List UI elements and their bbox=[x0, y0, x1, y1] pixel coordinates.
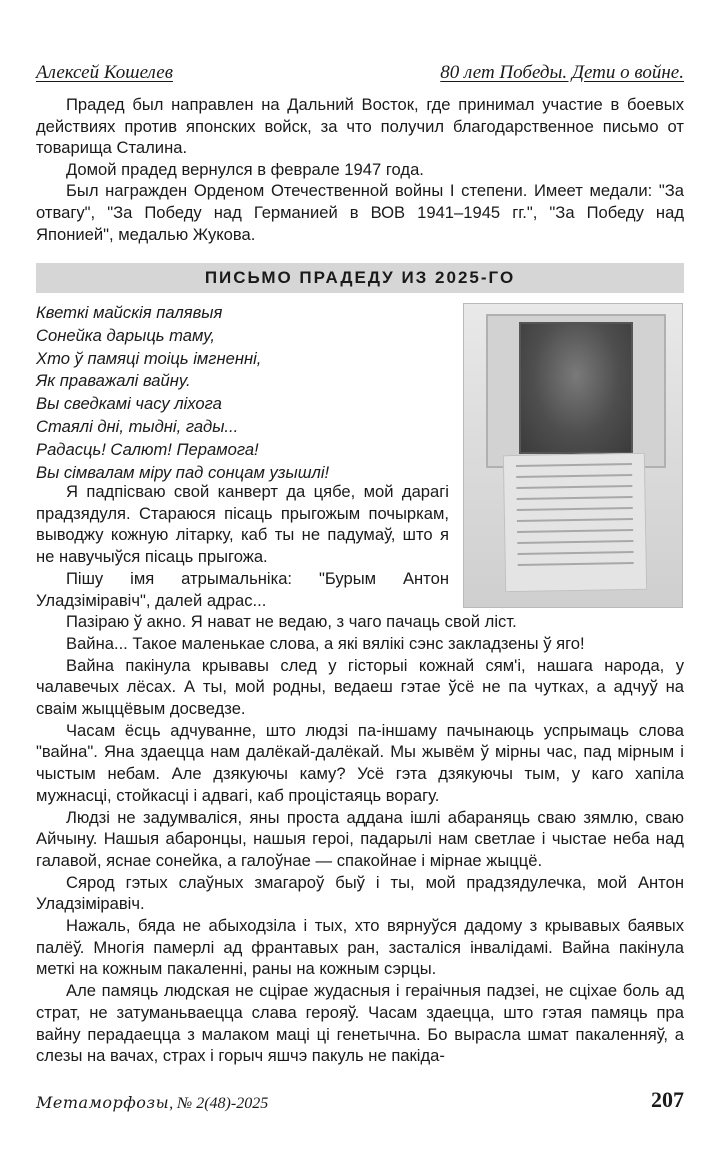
poem bbox=[36, 302, 456, 484]
header-series-title: 80 лет Победы. Дети о войне. bbox=[440, 62, 684, 83]
running-header bbox=[36, 62, 684, 84]
paragraph: Пішу імя атрымальніка: "Бурым Антон Уладзіміравіч", далей адрас... bbox=[36, 568, 449, 610]
poem-line: Як праважалі вайну. bbox=[36, 371, 191, 391]
paragraph: Нажаль, бяда не абыходзіла і тых, хто вярнуўся дадому з крывавых баявых палёў. Многія памерлі ад франтавых ран, засталіся інвалідамі. Вайна пакінула меткі на кожным пакаленні, раны на кожным сэрцы. bbox=[36, 916, 684, 979]
poem-line: Вы сведкамі часу ліхога bbox=[36, 394, 222, 414]
poem-line: Радасць! Салют! Перамога! bbox=[36, 439, 259, 459]
poem-line: Хто ў памяці тоіць імгненні, bbox=[36, 348, 262, 368]
paragraph: Вайна пакінула крывавы след у гісторыі кожнай сям'і, нашага народа, у чалавечых лёсах. А ты, мой родны, ведаеш гэтае ўсё не па чутках, а адчуў на сваім жыццёвым досведзе. bbox=[36, 655, 684, 719]
paragraph: Прадед был направлен на Дальний Восток, где принимал участие в боевых действиях против японских войск, за что получил благодарственное письмо от товарища Сталина. bbox=[36, 95, 684, 158]
page-footer bbox=[36, 1089, 684, 1113]
page-number: 207 bbox=[651, 1087, 684, 1112]
issue-number: , № 2(48)-2025 bbox=[169, 1095, 269, 1112]
section-title: ПИСЬМО ПРАДЕДУ ИЗ 2025-ГО bbox=[36, 263, 684, 293]
paragraph: Домой прадед вернулся в феврале 1947 года. bbox=[66, 159, 424, 179]
paragraph: Был награжден Орденом Отечественной войны I степени. Имеет медали: "За отвагу", "За Победу над Германией в ВОВ 1941–1945 гг.", "За Победу над Японией", медалью Жукова. bbox=[36, 181, 684, 244]
poem-line: Стаялі дні, тыдні, гады... bbox=[36, 416, 239, 436]
paragraph: Вайна... Такое маленькае слова, а які вялікі сэнс закладзены ў яго! bbox=[66, 633, 585, 653]
paragraph: Сярод гэтых слаўных змагароў быў і ты, мой прадзядулечка, мой Антон Уладзіміравіч. bbox=[36, 872, 684, 914]
paragraph: Людзі не задумваліся, яны проста аддана ішлі абараняць сваю зямлю, сваю Айчыну. Нашыя абаронцы, нашыя героі, падарылі нам светлае і чыстае неба над галавой, яснае сонейка, а галоўнае — спакойнае і мірнае жыццё. bbox=[36, 807, 684, 870]
journal-name: Метаморфозы bbox=[36, 1093, 170, 1112]
paragraph: Часам ёсць адчуванне, што людзі па-іншаму пачынаюць успрымаць слова "вайна". Яна здаецца нам далёкай-далёкай. Мы жывём ў мірны час, пад мірным і чыстым небам. Але дзякуючы каму? Усё гэта дзякуючы тым, у каго хапіла мужнасці, стойкасці і адвагі, каб процістаяць ворагу. bbox=[36, 720, 684, 805]
journal-info bbox=[36, 1093, 268, 1113]
stalin-portrait-image bbox=[519, 322, 633, 454]
intro-text bbox=[36, 94, 684, 245]
letter-text bbox=[36, 481, 684, 1067]
paragraph: Але памяць людская не сцірае жудасныя і гераічныя падзеі, не сціхае боль ад страт, не затуманьваецца слава герояў. Часам здаецца, што гэтая памяць пра вайну перадаецца з малаком маці ці генетычна. Бо вырасла шмат пакаленняў, а слезы на вачах, страх і горыч яшчэ пакуль не пакіда- bbox=[36, 981, 684, 1066]
header-author: Алексей Кошелев bbox=[36, 62, 173, 83]
poem-line: Сонейка дарыць таму, bbox=[36, 325, 215, 345]
poem-line: Вы сімвалам міру пад сонцам узышлі! bbox=[36, 462, 330, 482]
poem-line: Кветкі майскія палявыя bbox=[36, 303, 223, 322]
paragraph: Я падпісваю свой канверт да цябе, мой дарагі прадзядуля. Стараюся пісаць прыгожым почыркам, выводжу кожную літарку, каб ты не падумаў, што я не навучыўся пісаць прыгожа. bbox=[36, 482, 449, 567]
paragraph: Пазіраю ў акно. Я нават не ведаю, з чаго пачаць свой ліст. bbox=[66, 612, 517, 632]
